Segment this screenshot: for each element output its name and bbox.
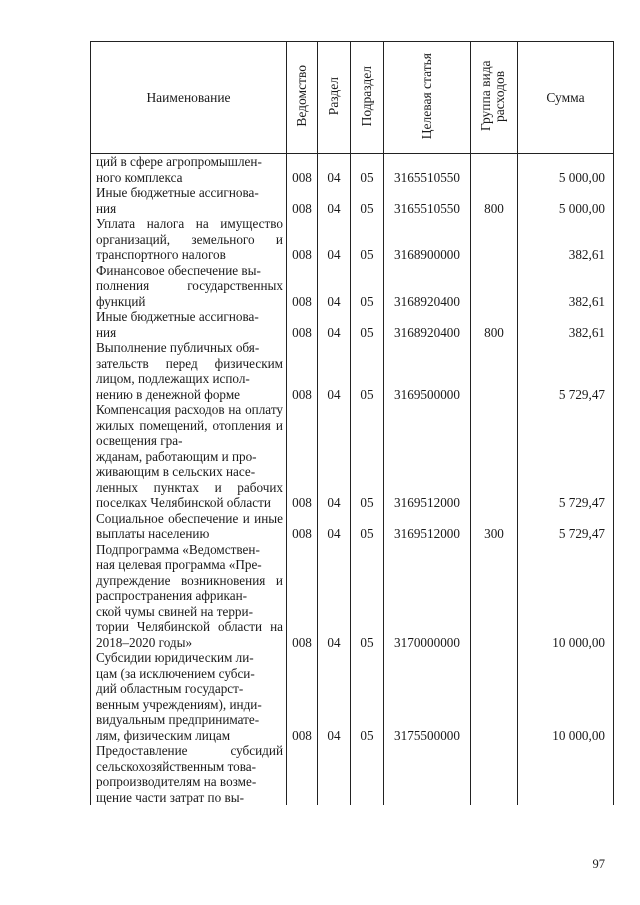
budget-table <box>90 41 614 805</box>
cell-section: 04 <box>318 216 351 263</box>
cell-group <box>471 542 518 651</box>
header-group: Группа вида расходов <box>471 42 518 154</box>
cell-target: 3169512000 <box>384 511 471 542</box>
cell-sum: 5 000,00 <box>518 154 614 186</box>
cell-dept: 008 <box>287 511 318 542</box>
cell-group: 800 <box>471 309 518 340</box>
cell-name: Компенсация расходов на оплату жилых помещений, отопления и освещения гра- жданам, работающим и про- живающим в сельских насе- ленных пунктах и рабочих поселках Челябинской области <box>91 402 287 511</box>
cell-subsection: 05 <box>351 309 384 340</box>
cell-group <box>471 154 518 186</box>
cell-subsection: 05 <box>351 263 384 310</box>
cell-subsection <box>351 743 384 805</box>
cell-name: Социальное обеспечение и иные выплаты населению <box>91 511 287 542</box>
cell-dept: 008 <box>287 263 318 310</box>
cell-subsection: 05 <box>351 216 384 263</box>
cell-subsection: 05 <box>351 402 384 511</box>
table-row <box>91 154 614 186</box>
table-row <box>91 263 614 310</box>
header-sum: Сумма <box>518 42 614 154</box>
cell-dept: 008 <box>287 185 318 216</box>
cell-section: 04 <box>318 309 351 340</box>
cell-name: Иные бюджетные ассигнова- ния <box>91 185 287 216</box>
cell-subsection: 05 <box>351 542 384 651</box>
cell-dept: 008 <box>287 216 318 263</box>
cell-name: Предоставление субсидий сельскохозяйственным това- ропроизводителям на возме- щение части затрат по вы- <box>91 743 287 805</box>
cell-name: Субсидии юридическим ли- цам (за исключением субси- дий областным государст- венным учреждениям), инди- видуальным предпринимате- лям, физическим лицам <box>91 650 287 743</box>
cell-target: 3168920400 <box>384 309 471 340</box>
cell-sum: 10 000,00 <box>518 542 614 651</box>
cell-name: Подпрограмма «Ведомствен- ная целевая программа «Пре- дупреждение возникновения и распространения африкан- ской чумы свиней на терри- тории Челябинской области на 2018–2020 годы» <box>91 542 287 651</box>
cell-sum: 5 000,00 <box>518 185 614 216</box>
cell-section: 04 <box>318 511 351 542</box>
table-row <box>91 309 614 340</box>
table-row <box>91 340 614 402</box>
cell-group: 800 <box>471 185 518 216</box>
cell-group: 300 <box>471 511 518 542</box>
cell-target: 3168920400 <box>384 263 471 310</box>
cell-group <box>471 402 518 511</box>
table-row <box>91 542 614 651</box>
header-target: Целевая статья <box>384 42 471 154</box>
cell-group <box>471 340 518 402</box>
cell-section: 04 <box>318 154 351 186</box>
cell-subsection: 05 <box>351 154 384 186</box>
cell-target: 3169500000 <box>384 340 471 402</box>
cell-sum: 382,61 <box>518 309 614 340</box>
cell-section: 04 <box>318 185 351 216</box>
cell-sum: 10 000,00 <box>518 650 614 743</box>
cell-section: 04 <box>318 650 351 743</box>
table-row <box>91 743 614 805</box>
cell-sum: 5 729,47 <box>518 511 614 542</box>
cell-subsection: 05 <box>351 650 384 743</box>
cell-target: 3168900000 <box>384 216 471 263</box>
cell-section: 04 <box>318 542 351 651</box>
cell-dept <box>287 743 318 805</box>
table-row <box>91 650 614 743</box>
cell-subsection: 05 <box>351 185 384 216</box>
cell-name: ций в сфере агропромышлен- ного комплекса <box>91 154 287 186</box>
cell-group <box>471 743 518 805</box>
header-name: Наименование <box>91 42 287 154</box>
cell-target: 3169512000 <box>384 402 471 511</box>
cell-section: 04 <box>318 263 351 310</box>
cell-dept: 008 <box>287 154 318 186</box>
table-header-row <box>91 42 614 154</box>
cell-sum: 5 729,47 <box>518 340 614 402</box>
cell-target: 3165510550 <box>384 154 471 186</box>
cell-name: Выполнение публичных обя- зательств перед физическим лицом, подлежащих испол- нению в денежной форме <box>91 340 287 402</box>
cell-dept: 008 <box>287 402 318 511</box>
cell-sum: 382,61 <box>518 216 614 263</box>
cell-name: Иные бюджетные ассигнова- ния <box>91 309 287 340</box>
cell-subsection: 05 <box>351 511 384 542</box>
cell-subsection: 05 <box>351 340 384 402</box>
page-number: 97 <box>592 857 605 871</box>
cell-section: 04 <box>318 402 351 511</box>
cell-dept: 008 <box>287 309 318 340</box>
cell-target: 3175500000 <box>384 650 471 743</box>
cell-sum: 382,61 <box>518 263 614 310</box>
table-row <box>91 511 614 542</box>
cell-sum <box>518 743 614 805</box>
cell-section <box>318 743 351 805</box>
cell-target <box>384 743 471 805</box>
table-row <box>91 216 614 263</box>
cell-group <box>471 216 518 263</box>
cell-section: 04 <box>318 340 351 402</box>
header-section: Раздел <box>318 42 351 154</box>
cell-group <box>471 650 518 743</box>
cell-dept: 008 <box>287 650 318 743</box>
header-dept: Ведомство <box>287 42 318 154</box>
cell-name: Финансовое обеспечение вы- полнения государственных функций <box>91 263 287 310</box>
cell-group <box>471 263 518 310</box>
cell-dept: 008 <box>287 542 318 651</box>
cell-target: 3170000000 <box>384 542 471 651</box>
cell-sum: 5 729,47 <box>518 402 614 511</box>
table-row <box>91 402 614 511</box>
header-subsection: Подраздел <box>351 42 384 154</box>
cell-dept: 008 <box>287 340 318 402</box>
cell-target: 3165510550 <box>384 185 471 216</box>
cell-name: Уплата налога на имущество организаций, земельного и транспортного налогов <box>91 216 287 263</box>
table-row <box>91 185 614 216</box>
